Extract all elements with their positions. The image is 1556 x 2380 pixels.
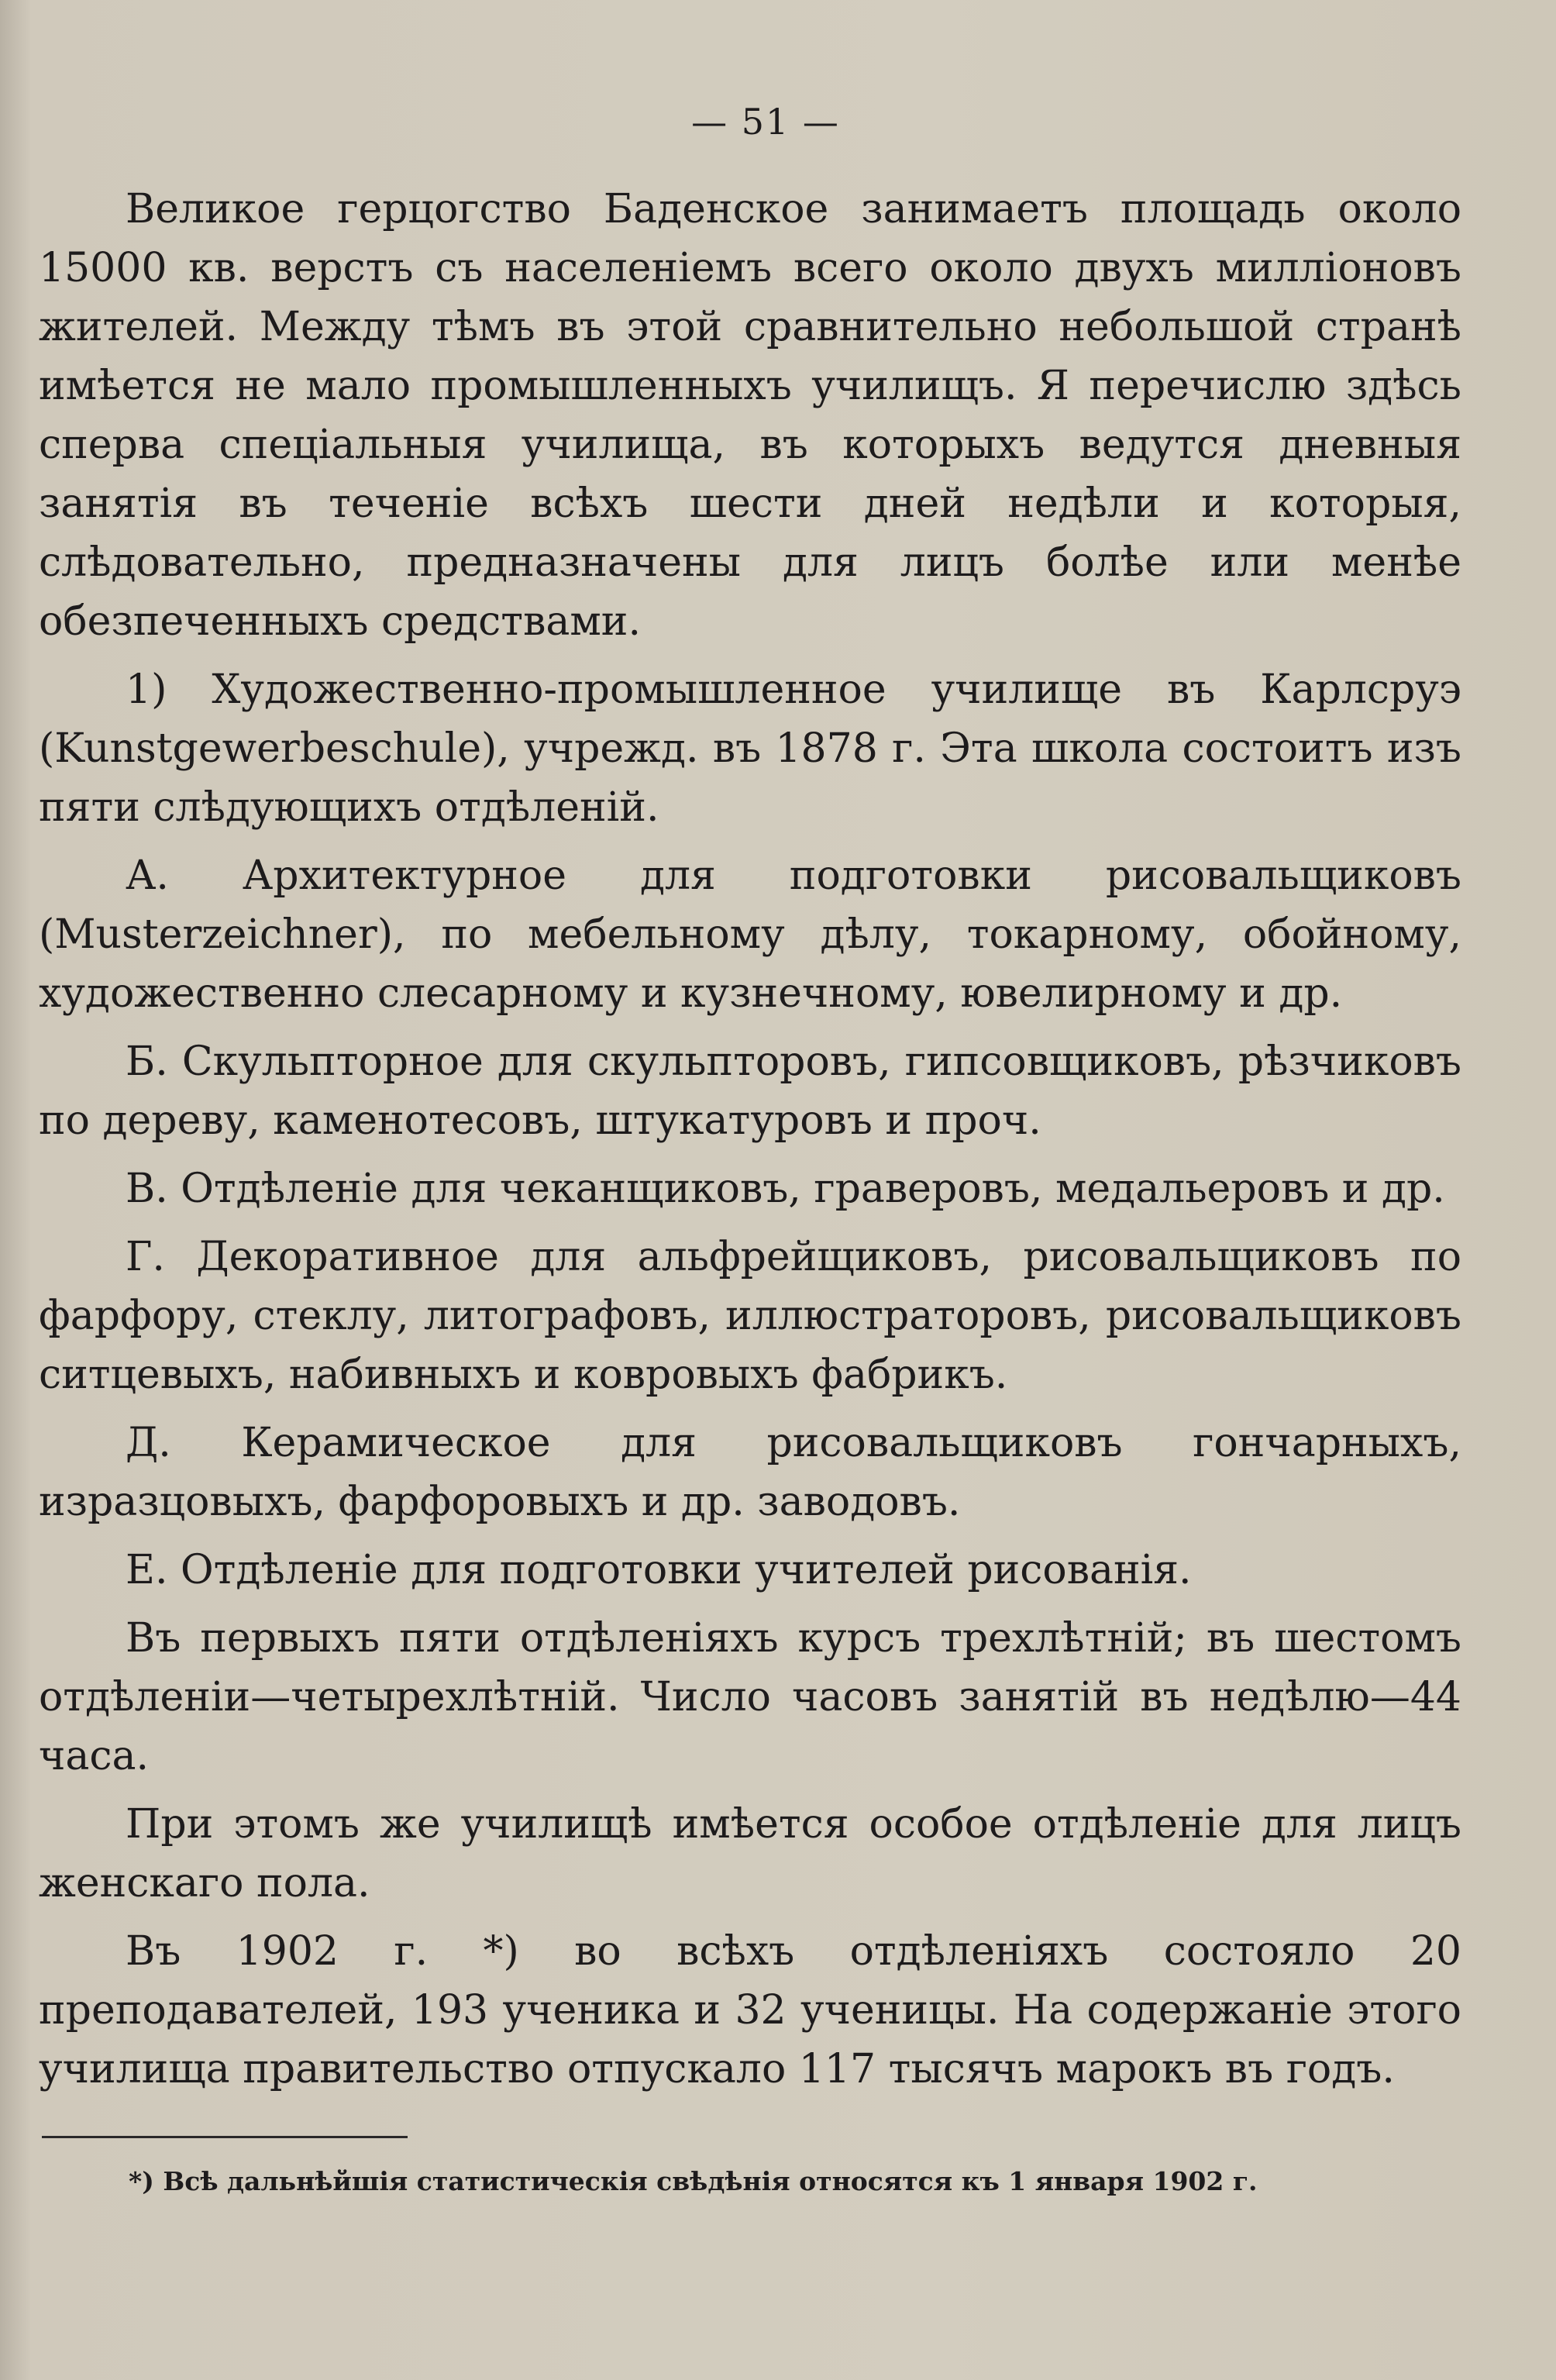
page-number: — 51 — bbox=[691, 101, 840, 143]
footnote: *) Всѣ дальнѣйшія статистическія свѣдѣнія относятся къ 1 января 1902 г. bbox=[129, 2166, 1258, 2196]
paragraph-department-g: Г. Декоративное для альфрейщиковъ, рисовальщиковъ по фарфору, стеклу, литографовъ, иллюстраторовъ, рисовальщиковъ ситцевыхъ, набивныхъ и ковровыхъ фабрикъ. bbox=[39, 1234, 1461, 1398]
paragraph-statistics: Въ 1902 г. *) во всѣхъ отдѣленіяхъ состояло 20 преподавателей, 193 ученика и 32 ученицы. На содержаніе этого училища правительство отпускало 117 тысячъ марокъ въ годъ. bbox=[39, 1928, 1461, 2092]
paragraph-department-d: Д. Керамическое для рисовальщиковъ гончарныхъ, изразцовыхъ, фарфоровыхъ и др. заводовъ. bbox=[39, 1420, 1461, 1525]
paragraph-department-a: А. Архитектурное для подготовки рисовальщиковъ (Musterzeichner), по мебельному дѣлу, токарному, обойному, художественно слесарному и кузнечному, ювелирному и др. bbox=[39, 852, 1461, 1017]
paragraph-women-section: При этомъ же училищѣ имѣется особое отдѣленіе для лицъ женскаго пола. bbox=[39, 1801, 1461, 1906]
paragraph-department-b: Б. Скульпторное для скульпторовъ, гипсовщиковъ, рѣзчиковъ по дереву, каменотесовъ, штукатуровъ и проч. bbox=[39, 1038, 1461, 1144]
paragraph-course-length: Въ первыхъ пяти отдѣленіяхъ курсъ трехлѣтній; въ шестомъ отдѣленіи—четырехлѣтній. Число часовъ занятій въ недѣлю—44 часа. bbox=[39, 1615, 1461, 1779]
footnote-divider bbox=[42, 2136, 408, 2138]
paragraph-school: 1) Художественно-промышленное училище въ Карлсруэ (Kunstgewerbeschule), учрежд. въ 1878 г. Эта школа состоитъ изъ пяти слѣдующихъ отдѣленій. bbox=[39, 666, 1461, 831]
paragraph-department-v: В. Отдѣленіе для чеканщиковъ, граверовъ, медальеровъ и др. bbox=[126, 1166, 1445, 1212]
paragraph-intro: Великое герцогство Баденское занимаетъ площадь около 15000 кв. верстъ съ населеніемъ всего около двухъ милліоновъ жителей. Между тѣмъ въ этой сравнительно небольшой странѣ имѣется не мало промышленныхъ училищъ. Я перечислю здѣсь сперва спеціальныя училища, въ которыхъ ведутся дневныя занятія въ теченіе всѣхъ шести дней недѣли и которыя, слѣдовательно, предназначены для лицъ болѣе или менѣе обезпеченныхъ средствами. bbox=[39, 186, 1461, 645]
body-text bbox=[39, 180, 1461, 2099]
paragraph-department-e: Е. Отдѣленіе для подготовки учителей рисованія. bbox=[126, 1547, 1192, 1593]
